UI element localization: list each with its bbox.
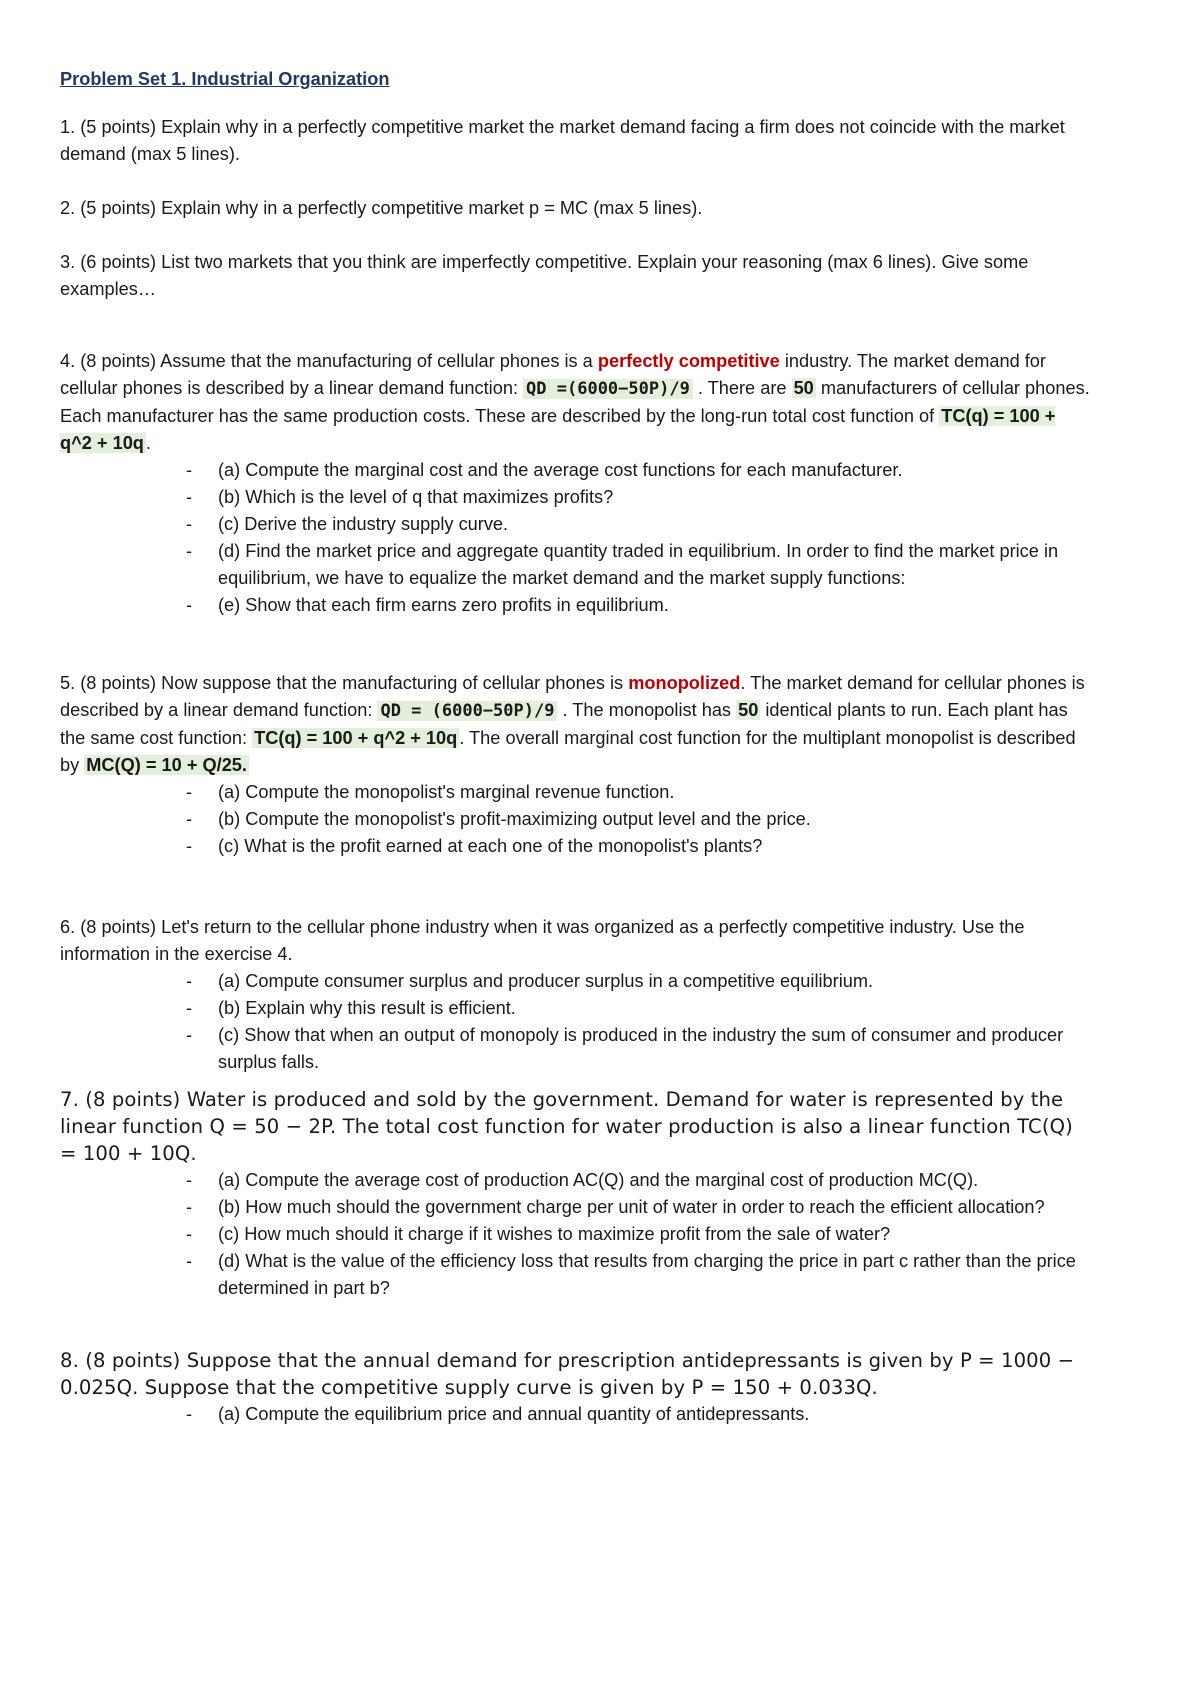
- q4-firm-count: 50: [793, 378, 814, 398]
- question-3: 3. (6 points) List two markets that you think are imperfectly competitive. Explain your reasoning (max 6 lines). Give some examples…: [60, 252, 1029, 299]
- q5-text-5: . The overall marginal cost function for the multiplant monopolist is described by: [60, 728, 1076, 775]
- q7-item-b: - (b) How much should the government charge per unit of water in order to reach the efficient allocation?: [60, 1194, 1090, 1221]
- q5-item-a: - (a) Compute the monopolist's marginal revenue function.: [60, 779, 1090, 806]
- q6-item-c: - (c) Show that when an output of monopoly is produced in the industry the sum of consumer and producer surplus falls.: [60, 1022, 1090, 1076]
- q5-subquestions: [60, 779, 1090, 860]
- q7-subquestions: [60, 1167, 1090, 1302]
- question-4: [60, 348, 1090, 457]
- q4-item-d: - (d) Find the market price and aggregate quantity traded in equilibrium. In order to find the market price in equilibrium, we have to equalize the market demand and the market supply functions:: [60, 538, 1090, 592]
- question-6: 6. (8 points) Let's return to the cellular phone industry when it was organized as a perfectly competitive industry. Use the information in the exercise 4.: [60, 917, 1025, 964]
- q7-item-c: - (c) How much should it charge if it wishes to maximize profit from the sale of water?: [60, 1221, 1090, 1248]
- q4-text-3: . There are: [692, 378, 792, 398]
- q5-text-2: . The market demand for cellular phones is described by a linear demand function:: [60, 673, 1085, 720]
- q8-subquestions: [60, 1401, 1090, 1428]
- q5-plant-count: 50: [738, 700, 759, 720]
- page-title: Problem Set 1. Industrial Organization: [60, 69, 390, 89]
- q4-item-b: - (b) Which is the level of q that maximizes profits?: [60, 484, 1090, 511]
- q5-demand-function: QD = (6000−50P)/9: [377, 701, 557, 721]
- q5-item-b: - (b) Compute the monopolist's profit-maximizing output level and the price.: [60, 806, 1090, 833]
- q6-item-b: - (b) Explain why this result is efficient.: [60, 995, 1090, 1022]
- q4-demand-function: QD =(6000−50P)/9: [523, 379, 693, 399]
- q4-item-e: - (e) Show that each firm earns zero profits in equilibrium.: [60, 592, 1090, 619]
- q5-marginal-cost: MC(Q) = 10 + Q/25.: [86, 755, 247, 775]
- q4-text-5: .: [145, 433, 151, 453]
- q5-text-1: 5. (8 points) Now suppose that the manufacturing of cellular phones is: [60, 673, 629, 693]
- question-1: 1. (5 points) Explain why in a perfectly competitive market the market demand facing a firm does not coincide with the market demand (max 5 lines).: [60, 117, 1065, 164]
- document-content: [60, 66, 1090, 1428]
- q8-item-a: - (a) Compute the equilibrium price and annual quantity of antidepressants.: [60, 1401, 1090, 1428]
- q4-text-2: industry. The market demand for cellular phones is described by a linear demand function:: [60, 351, 1046, 398]
- q4-text-4: manufacturers of cellular phones. Each manufacturer has the same production costs. These are described by the long-run total cost function of: [60, 378, 1090, 426]
- q4-item-a: - (a) Compute the marginal cost and the average cost functions for each manufacturer.: [60, 457, 1090, 484]
- question-7: 7. (8 points) Water is produced and sold by the government. Demand for water is represented by the linear function Q = 50 − 2P. The total cost function for water production is also a linear function TC(Q) = 100 + 10Q.: [60, 1088, 1073, 1165]
- q7-item-a: - (a) Compute the average cost of production AC(Q) and the marginal cost of production MC(Q).: [60, 1167, 1090, 1194]
- q4-item-c: - (c) Derive the industry supply curve.: [60, 511, 1090, 538]
- q5-cost-function: TC(q) = 100 + q^2 + 10q: [254, 728, 458, 748]
- q5-text-4: identical plants to run. Each plant has the same cost function:: [60, 700, 1068, 748]
- q5-item-c: - (c) What is the profit earned at each one of the monopolist's plants?: [60, 833, 1090, 860]
- question-5: [60, 670, 1090, 779]
- q4-cost-function: TC(q) = 100 + q^2 + 10q: [60, 406, 1056, 453]
- question-2: 2. (5 points) Explain why in a perfectly competitive market p = MC (max 5 lines).: [60, 198, 703, 218]
- q4-text-1: 4. (8 points) Assume that the manufacturing of cellular phones is a: [60, 351, 598, 371]
- q7-item-d: - (d) What is the value of the efficiency loss that results from charging the price in part c rather than the price determined in part b?: [60, 1248, 1090, 1302]
- q6-item-a: - (a) Compute consumer surplus and producer surplus in a competitive equilibrium.: [60, 968, 1090, 995]
- question-8: 8. (8 points) Suppose that the annual demand for prescription antidepressants is given by P = 1000 − 0.025Q. Suppose that the competitive supply curve is given by P = 150 + 0.033Q.: [60, 1349, 1075, 1399]
- q5-keyword: monopolized: [628, 673, 741, 693]
- q4-keyword: perfectly competitive: [597, 351, 780, 371]
- q4-subquestions: [60, 457, 1090, 619]
- q6-subquestions: [60, 968, 1090, 1076]
- q5-text-3: . The monopolist has: [557, 700, 737, 720]
